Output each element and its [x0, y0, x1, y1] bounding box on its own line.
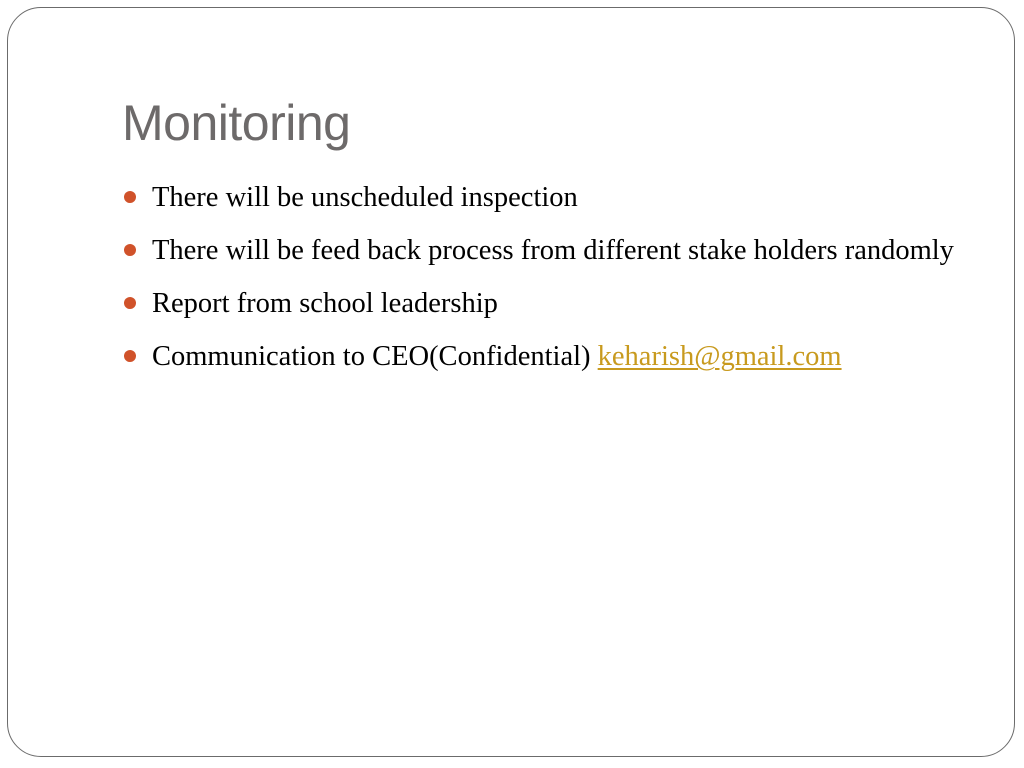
- email-link[interactable]: keharish@gmail.com: [597, 341, 842, 372]
- bullet-text: Communication to CEO(Confidential): [152, 341, 598, 372]
- bullet-text: There will be unscheduled inspection: [152, 182, 578, 213]
- bullet-list: [122, 176, 982, 388]
- list-item: [122, 282, 982, 325]
- bullet-dot-icon: [124, 297, 136, 309]
- list-item: [122, 229, 982, 272]
- list-item: [122, 335, 982, 378]
- bullet-dot-icon: [124, 244, 136, 256]
- slide-frame: [7, 7, 1015, 757]
- bullet-dot-icon: [124, 191, 136, 203]
- bullet-text: Report from school leadership: [152, 288, 498, 319]
- bullet-dot-icon: [124, 350, 136, 362]
- slide-title: Monitoring: [122, 95, 351, 151]
- bullet-text: There will be feed back process from different stake holders randomly: [152, 235, 954, 266]
- list-item: [122, 176, 982, 219]
